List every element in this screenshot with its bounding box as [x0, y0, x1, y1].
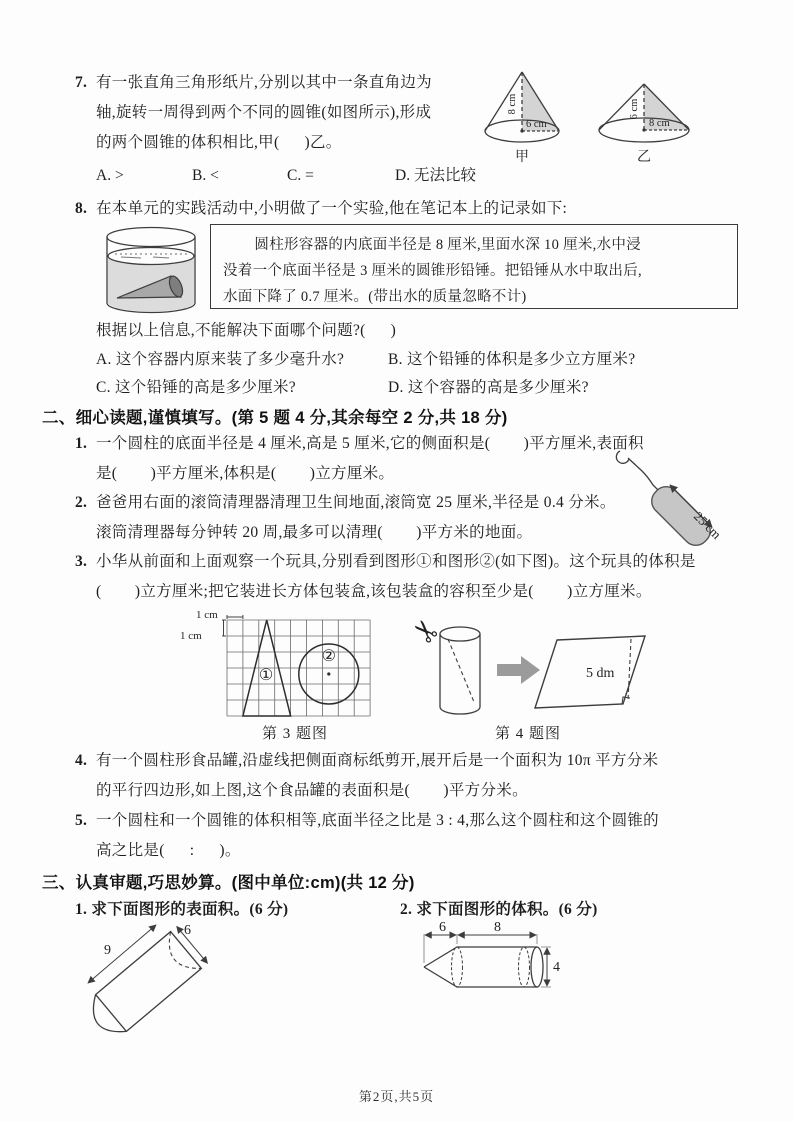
note-line1: 圆柱形容器的内底面半径是 8 厘米,里面水深 10 厘米,水中浸 [223, 237, 641, 253]
pencil-diameter-label: 4 [553, 960, 560, 975]
s2q1-line2: 是( )平方厘米,体积是( )立方厘米。 [96, 465, 395, 482]
half-cylinder-figure [66, 922, 261, 1052]
page-footer: 第2页,共5页 [358, 1089, 435, 1104]
q7-line2: 轴,旋转一周得到两个不同的圆锥(如图所示),形成 [96, 104, 432, 121]
section3-title: 三、认真审题,巧思妙算。(图中单位:cm)(共 12 分) [42, 874, 415, 892]
s2q1-text1: 一个圆柱的底面半径是 4 厘米,高是 5 厘米,它的侧面积是( )平方厘米,表面积 [96, 435, 644, 452]
scissors-icon: ✂ [405, 609, 447, 651]
q8-option-a: A. 这个容器内原来装了多少毫升水? [96, 351, 345, 368]
section2-title: 二、细心读题,谨慎填写。(第 5 题 4 分,其余每空 2 分,共 18 分) [42, 409, 508, 427]
s2q2-line1 [75, 492, 616, 514]
s3q1-label: 1. 求下面图形的表面积。(6 分) [75, 901, 289, 918]
s2q4-number: 4. [75, 752, 88, 769]
s2q4-line1 [75, 750, 658, 772]
s2q3-text1: 小华从前面和上面观察一个玩具,分别看到图形①和图形②(如下图)。这个玩具的体积是 [96, 553, 696, 570]
cone-jia-height-label: 8 cm [507, 93, 518, 115]
note-line3: 水面下降了 0.7 厘米。(带出水的质量忽略不计) [223, 289, 527, 305]
q8-intro: 在本单元的实践活动中,小明做了一个实验,他在笔记本上的记录如下: [96, 200, 568, 217]
cone-jia-radius-label: 6 cm [526, 119, 547, 130]
q8-option-b: B. 这个铅锤的体积是多少立方厘米? [388, 351, 636, 368]
grid-unit-left-label: 1 cm [180, 630, 202, 642]
pencil-cone-length-label: 6 [439, 920, 446, 935]
s2q3-line2: ( )立方厘米;把它装进长方体包装盒,该包装盒的容积至少是( )立方厘米。 [96, 583, 652, 600]
roller-cleaner-figure [607, 445, 735, 555]
cone-yi-radius-label: 8 cm [649, 118, 670, 129]
fig4-caption: 第 4 题图 [494, 726, 561, 742]
s2q2-line2: 滚筒清理器每分钟转 20 周,最多可以清理( )平方米的地面。 [96, 524, 533, 541]
s2q2-text1: 爸爸用右面的滚筒清理器清理卫生间地面,滚筒宽 25 厘米,半径是 0.4 分米。 [96, 494, 616, 511]
grid-unit-top-label: 1 cm [196, 609, 218, 621]
parallelogram-height-label: 5 dm [586, 666, 615, 681]
cones-figure [478, 68, 700, 166]
water-container-figure [95, 224, 207, 320]
s2q5-line1 [75, 810, 659, 832]
q7-line3: 的两个圆锥的体积相比,甲( )乙。 [96, 134, 342, 151]
s2q5-number: 5. [75, 812, 88, 829]
q7-option-a: A. > [96, 167, 124, 184]
q8-number: 8. [75, 200, 88, 217]
q8-option-c: C. 这个铅锤的高是多少厘米? [96, 379, 296, 396]
fig3-caption: 第 3 题图 [261, 726, 328, 742]
half-cylinder-width-label: 6 [184, 923, 191, 938]
s2q4-line2: 的平行四边形,如上图,这个食品罐的表面积是( )平方分米。 [96, 782, 528, 799]
q7-text1: 有一张直角三角形纸片,分别以其中一条直角边为 [96, 74, 432, 91]
q7-option-c: C. = [287, 167, 314, 184]
roller-width-label: 25 cm [690, 508, 725, 542]
note-line2: 没着一个底面半径是 3 厘米的圆锥形铅锤。把铅锤从水中取出后, [223, 263, 642, 279]
pencil-figure [415, 918, 615, 1010]
q8-question: 根据以上信息,不能解决下面哪个问题?( ) [96, 322, 397, 339]
q7-line1 [75, 72, 432, 94]
s2q1-line1 [75, 433, 644, 455]
q7-option-d: D. 无法比较 [395, 167, 476, 184]
q7-option-b: B. < [192, 167, 219, 184]
s2q5-text1: 一个圆柱和一个圆锥的体积相等,底面半径之比是 3 : 4,那么这个圆柱和这个圆锥的 [96, 812, 659, 829]
cone-yi-height-label: 6 cm [629, 98, 640, 120]
q7-options [96, 163, 476, 185]
s2q2-number: 2. [75, 494, 88, 511]
s2q3-line1 [75, 551, 696, 573]
q8-option-d: D. 这个容器的高是多少厘米? [388, 379, 589, 396]
q8-intro-line [75, 198, 567, 220]
experiment-note-box [210, 224, 738, 309]
cylinder-unroll-figure [402, 609, 654, 720]
view1-label: ① [258, 667, 274, 684]
s2q3-number: 3. [75, 553, 88, 570]
half-cylinder-length-label: 9 [104, 943, 111, 958]
s3q2-label: 2. 求下面图形的体积。(6 分) [400, 901, 598, 918]
cone-jia-name: 甲 [515, 150, 529, 165]
view2-label: ② [321, 648, 336, 665]
grid-views-figure [178, 608, 388, 722]
cone-yi-name: 乙 [637, 150, 651, 165]
s2q4-text1: 有一个圆柱形食品罐,沿虚线把侧面商标纸剪开,展开后是一个面积为 10π 平方分米 [96, 752, 659, 769]
s2q1-number: 1. [75, 435, 88, 452]
q7-number: 7. [75, 74, 88, 91]
s2q5-line2: 高之比是( : )。 [96, 842, 241, 859]
pencil-cylinder-length-label: 8 [494, 920, 501, 935]
